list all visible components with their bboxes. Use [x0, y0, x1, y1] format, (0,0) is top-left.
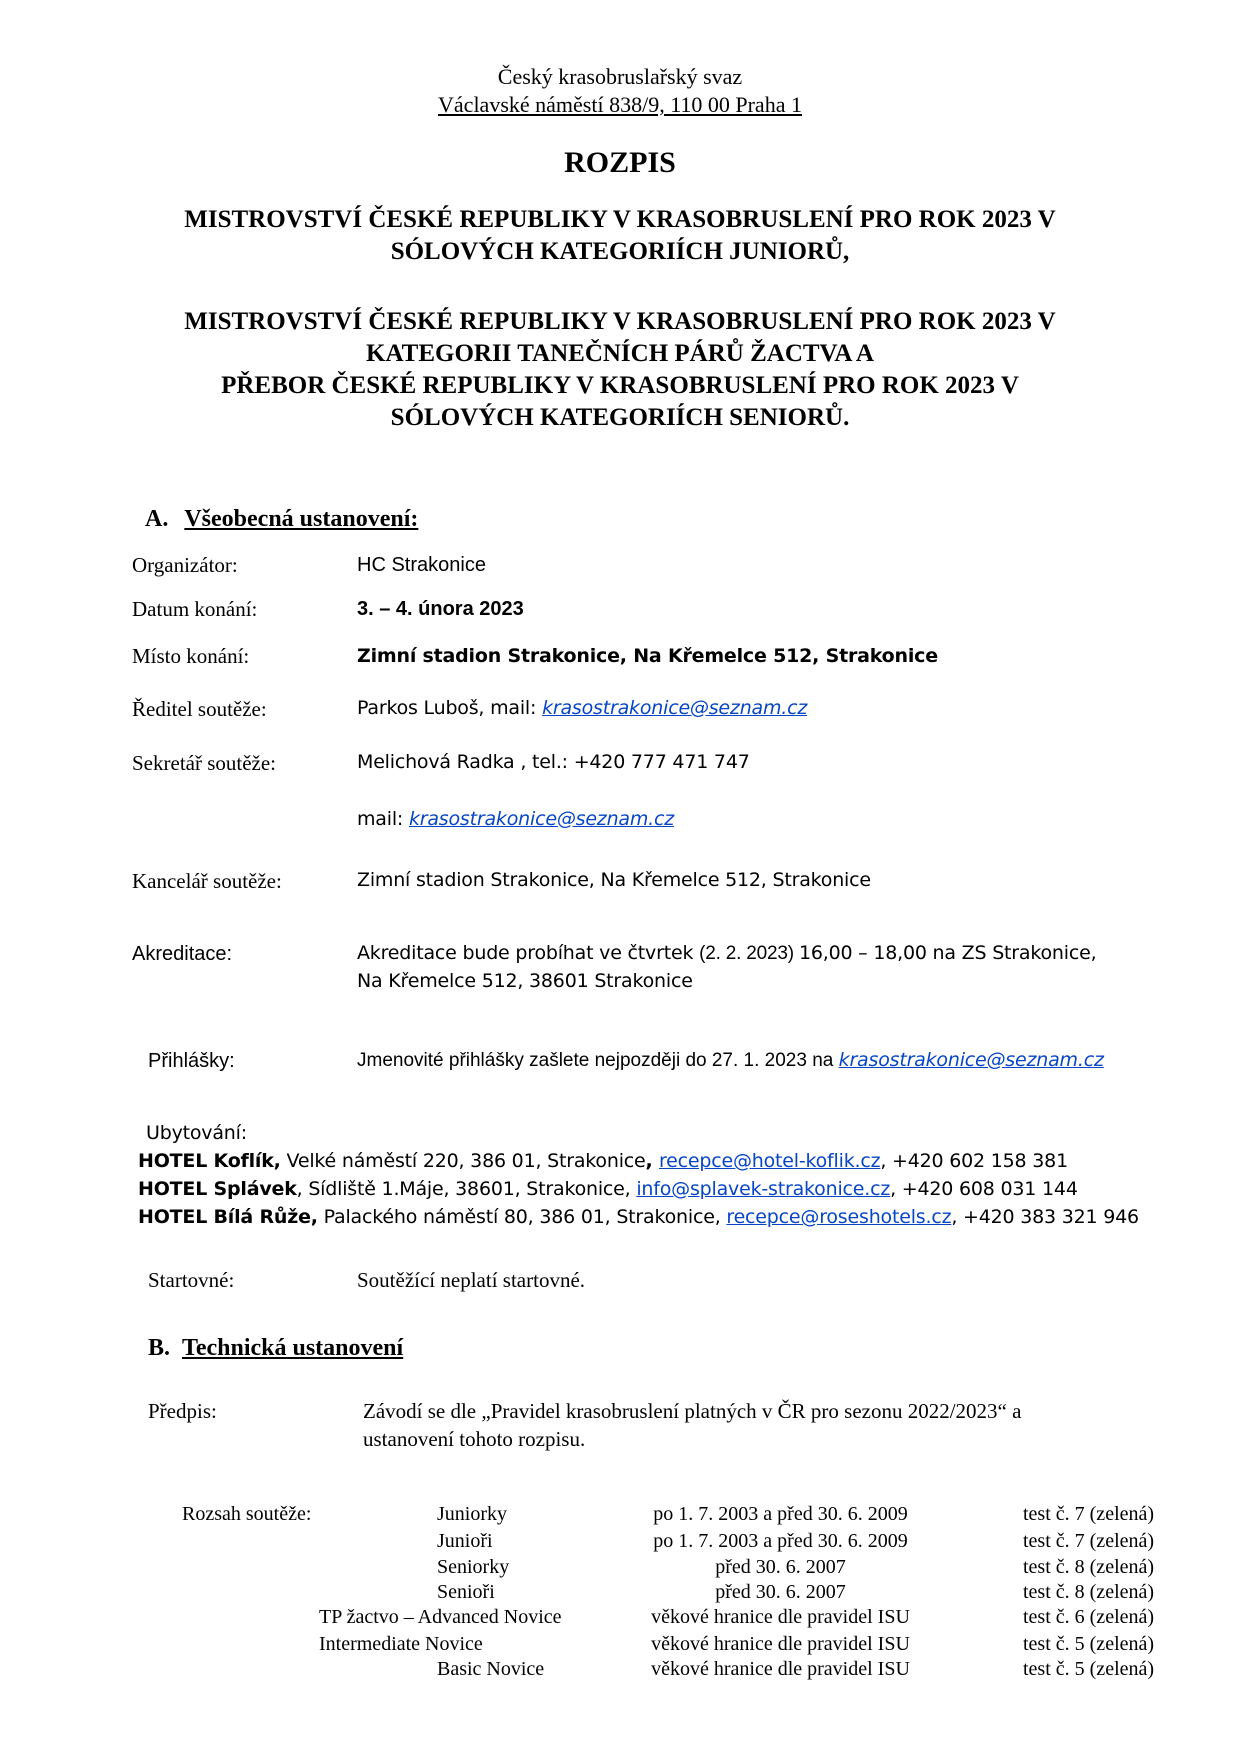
secretary-email-link[interactable]: krasostrakonice@seznam.cz [408, 808, 675, 830]
header-org: Český krasobruslařský svaz [497, 64, 743, 89]
category-age: před 30. 6. 2007 [715, 1581, 846, 1603]
hotel-address: Palackého náměstí 80, 386 01, Strakonice, [317, 1206, 727, 1228]
hotel-row [138, 1178, 1078, 1200]
secretary-label: Sekretář soutěže: [132, 751, 277, 775]
secretary-mail [357, 808, 674, 830]
hotel-address: , Sídliště 1.Máje, 38601, Strakonice, [296, 1178, 637, 1200]
hotel-address: Velké náměstí 220, 386 01, Strakonice [280, 1150, 646, 1172]
category-name: Intermediate Novice [319, 1633, 483, 1655]
entries-label: Přihlášky: [148, 1050, 235, 1072]
category-test: test č. 8 (zelená) [1023, 1581, 1155, 1603]
accreditation-date: (2. 2. 2023) [699, 943, 799, 964]
category-name: TP žactvo – Advanced Novice [319, 1606, 562, 1628]
header-address [0, 92, 1240, 118]
rules-label: Předpis: [148, 1399, 217, 1423]
accreditation-line-2: Na Křemelce 512, 38601 Strakonice [357, 970, 693, 992]
hotel-row [138, 1150, 1068, 1172]
hotel-name: HOTEL Bílá Růže, [138, 1206, 318, 1228]
secretary-mail-prefix: mail: [357, 808, 409, 830]
subtitle-line: KATEGORII TANEČNÍCH PÁRŮ ŽACTVA A [366, 340, 874, 367]
category-name: Juniorky [437, 1503, 507, 1525]
secretary-value: Melichová Radka , tel.: +420 777 471 747 [357, 751, 750, 773]
hotel-phone: , +420 383 321 946 [951, 1206, 1139, 1228]
place-label: Místo konání: [132, 644, 250, 668]
category-age: věkové hranice dle pravidel ISU [651, 1633, 910, 1655]
subtitle-line: SÓLOVÝCH KATEGORIÍCH JUNIORŮ, [390, 238, 850, 265]
category-age: před 30. 6. 2007 [715, 1556, 846, 1578]
section-b-title: Technická ustanovení [182, 1335, 404, 1361]
hotel-name: HOTEL Splávek [138, 1178, 297, 1200]
category-test: test č. 6 (zelená) [1023, 1606, 1155, 1628]
subtitle-line: PŘEBOR ČESKÉ REPUBLIKY V KRASOBRUSLENÍ PRO ROK 2023 V [221, 372, 1019, 399]
header-address-text: Václavské náměstí 838/9, 110 00 Praha 1 [438, 92, 802, 117]
accreditation-label: Akreditace: [132, 943, 233, 965]
section-a-title: Všeobecná ustanovení: [184, 506, 419, 532]
entries-email-link[interactable]: krasostrakonice@seznam.cz [838, 1049, 1104, 1071]
category-name: Basic Novice [437, 1658, 545, 1680]
hotel-email-link[interactable]: recepce@roseshotels.cz [726, 1206, 952, 1228]
fee-value: Soutěžící neplatí startovné. [357, 1268, 586, 1292]
section-a-letter: A. [145, 506, 169, 532]
category-test: test č. 8 (zelená) [1023, 1556, 1155, 1578]
organizer-label: Organizátor: [132, 553, 238, 577]
rules-line-2: ustanovení tohoto rozpisu. [363, 1427, 586, 1451]
director-name: Parkos Luboš, mail: [357, 697, 543, 719]
hotel-separator: , [645, 1150, 659, 1172]
subtitle-line: SÓLOVÝCH KATEGORIÍCH SENIORŮ. [390, 404, 850, 431]
category-name: Seniorky [437, 1556, 510, 1578]
subtitle-line: MISTROVSTVÍ ČESKÉ REPUBLIKY V KRASOBRUSLENÍ PRO ROK 2023 V [184, 206, 1056, 233]
accreditation-time: 16,00 – 18,00 na ZS Strakonice, [798, 942, 1097, 964]
category-test: test č. 5 (zelená) [1023, 1633, 1155, 1655]
director-email-link[interactable]: krasostrakonice@seznam.cz [542, 697, 808, 719]
accreditation-text: Akreditace bude probíhat ve čtvrtek [357, 942, 700, 964]
hotel-row [138, 1206, 1139, 1228]
category-age: po 1. 7. 2003 a před 30. 6. 2009 [653, 1503, 908, 1525]
category-age: věkové hranice dle pravidel ISU [651, 1658, 910, 1680]
hotel-phone: , +420 602 158 381 [880, 1150, 1068, 1172]
place-value: Zimní stadion Strakonice, Na Křemelce 512, Strakonice [357, 645, 938, 667]
entries-value [357, 1049, 1104, 1072]
category-test: test č. 5 (zelená) [1023, 1658, 1155, 1680]
director-value [357, 697, 807, 719]
organizer-value: HC Strakonice [357, 554, 486, 576]
subtitle-line: MISTROVSTVÍ ČESKÉ REPUBLIKY V KRASOBRUSLENÍ PRO ROK 2023 V [184, 308, 1056, 335]
office-label: Kancelář soutěže: [132, 869, 282, 893]
category-name: Senioři [437, 1581, 495, 1603]
date-label: Datum konání: [132, 597, 258, 621]
office-value: Zimní stadion Strakonice, Na Křemelce 512, Strakonice [357, 869, 871, 891]
hotel-phone: , +420 608 031 144 [890, 1178, 1078, 1200]
category-name: Junioři [437, 1530, 493, 1552]
hotel-name: HOTEL Koflík, [138, 1150, 281, 1172]
section-b-letter: B. [148, 1335, 171, 1361]
category-age: po 1. 7. 2003 a před 30. 6. 2009 [653, 1530, 908, 1552]
document-title: ROZPIS [564, 146, 676, 179]
section-a-heading [145, 506, 418, 533]
category-test: test č. 7 (zelená) [1023, 1530, 1155, 1552]
fee-label: Startovné: [148, 1268, 235, 1292]
director-label: Ředitel soutěže: [132, 697, 267, 721]
rules-line-1: Závodí se dle „Pravidel krasobruslení platných v ČR pro sezonu 2022/2023“ a [363, 1399, 1022, 1423]
section-b-heading [148, 1335, 403, 1362]
date-value: 3. – 4. února 2023 [357, 598, 524, 620]
category-age: věkové hranice dle pravidel ISU [651, 1606, 910, 1628]
entries-text: Jmenovité přihlášky zašlete nejpozději do 27. 1. 2023 na [357, 1050, 839, 1071]
hotel-email-link[interactable]: recepce@hotel-koflik.cz [658, 1150, 881, 1172]
lodging-label: Ubytování: [146, 1122, 247, 1144]
category-test: test č. 7 (zelená) [1023, 1503, 1155, 1525]
hotel-email-link[interactable]: info@splavek-strakonice.cz [636, 1178, 891, 1200]
accreditation-line-1 [357, 942, 1096, 965]
scope-label: Rozsah soutěže: [182, 1503, 312, 1525]
